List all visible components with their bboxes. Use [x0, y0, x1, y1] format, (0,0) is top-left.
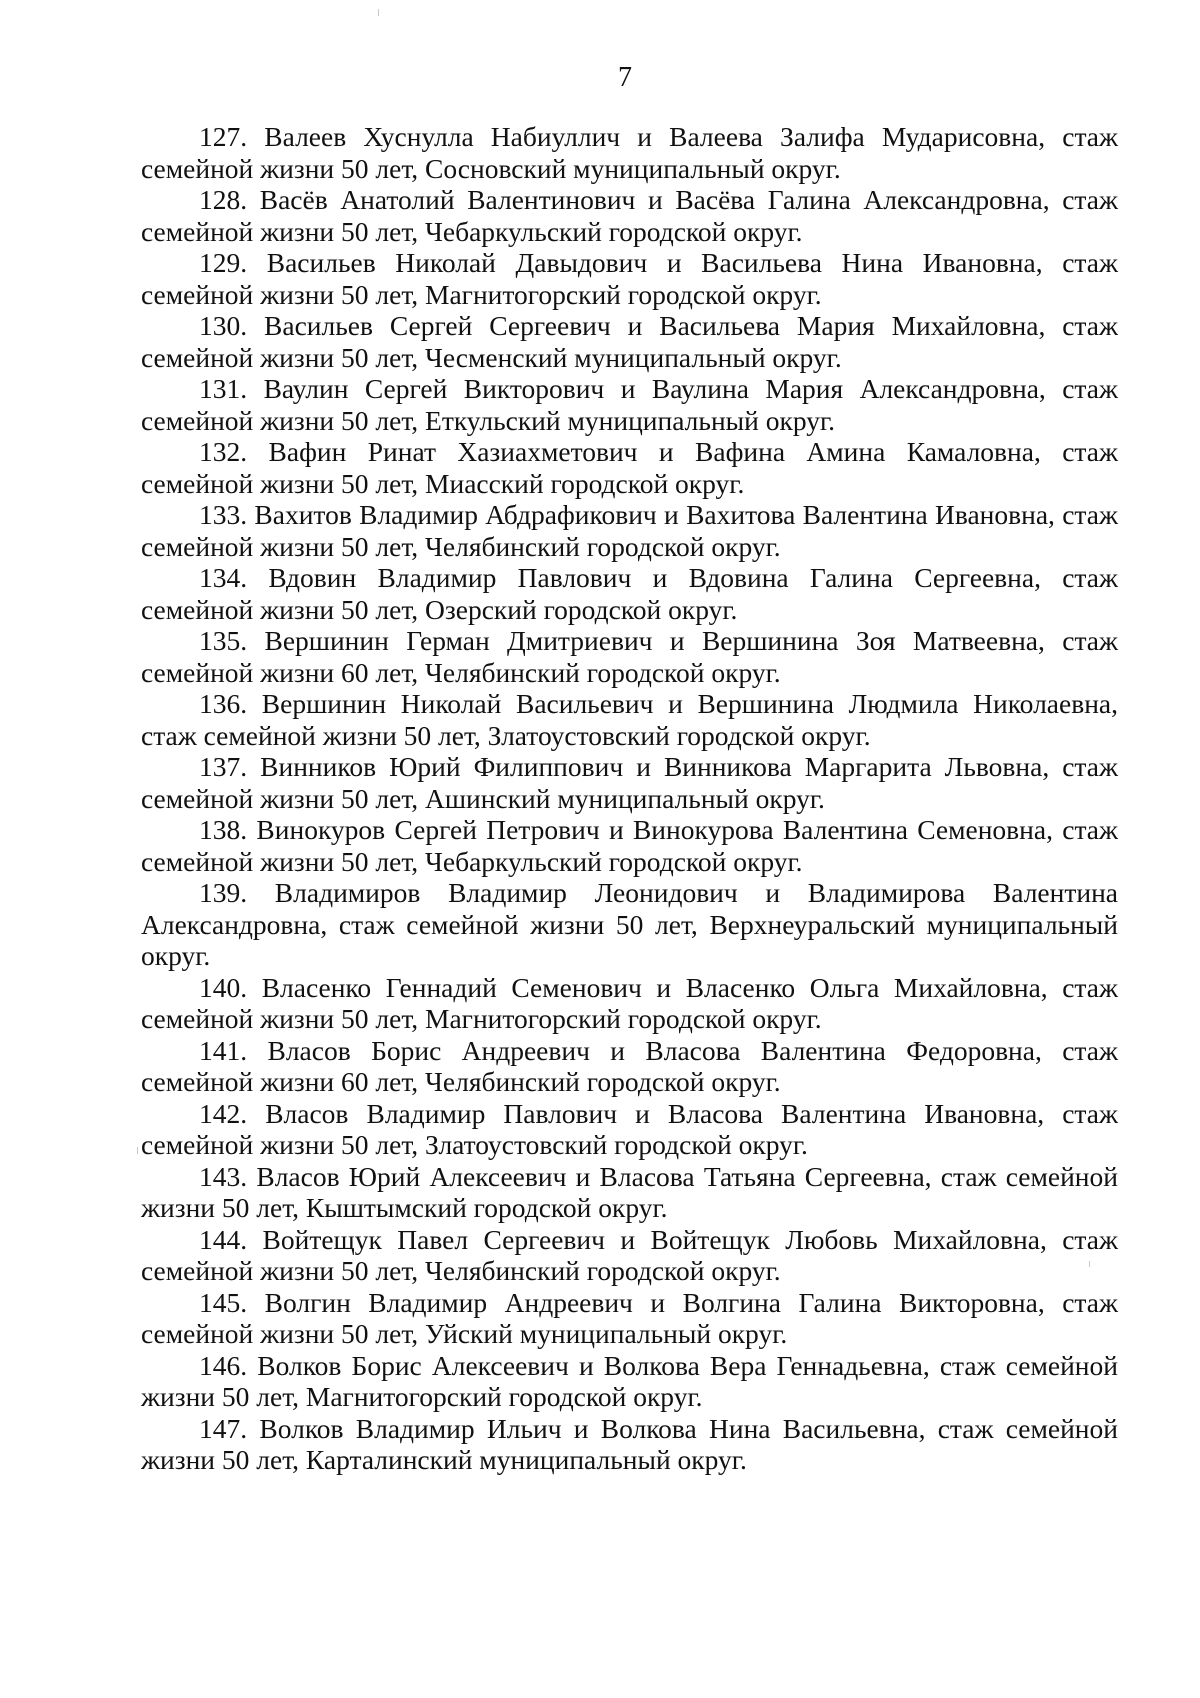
list-item: 143. Власов Юрий Алексеевич и Власова Татьяна Сергеевна, стаж семейной жизни 50 лет, Кыштымский городской округ. — [141, 1160, 1118, 1223]
list-item: 144. Войтещук Павел Сергеевич и Войтещук Любовь Михайловна, стаж семейной жизни 50 лет, Челябинский городской округ. — [141, 1223, 1118, 1286]
scan-artifact — [137, 1147, 138, 1154]
list-item: 137. Винников Юрий Филиппович и Винникова Маргарита Львовна, стаж семейной жизни 50 лет, Ашинский муниципальный округ. — [141, 751, 1118, 814]
list-item: 136. Вершинин Николай Васильевич и Вершинина Людмила Николаевна, стаж семейной жизни 50 лет, Златоустовский городской округ. — [141, 688, 1118, 751]
list-item: 140. Власенко Геннадий Семенович и Власенко Ольга Михайловна, стаж семейной жизни 50 лет, Магнитогорский городской округ. — [141, 971, 1118, 1034]
list-item: 138. Винокуров Сергей Петрович и Винокурова Валентина Семеновна, стаж семейной жизни 50 лет, Чебаркульский городской округ. — [141, 814, 1118, 877]
list-item: 131. Ваулин Сергей Викторович и Ваулина Мария Александровна, стаж семейной жизни 50 лет, Еткульский муниципальный округ. — [141, 373, 1118, 436]
list-item: 135. Вершинин Герман Дмитриевич и Вершинина Зоя Матвеевна, стаж семейной жизни 60 лет, Челябинский городской округ. — [141, 625, 1118, 688]
scan-artifact — [1089, 1261, 1090, 1267]
page-number: 7 — [618, 62, 632, 93]
scan-artifact — [378, 9, 379, 16]
list-item: 128. Васёв Анатолий Валентинович и Васёва Галина Александровна, стаж семейной жизни 50 лет, Чебаркульский городской округ. — [141, 184, 1118, 247]
list-item: 132. Вафин Ринат Хазиахметович и Вафина Амина Камаловна, стаж семейной жизни 50 лет, Миасский городской округ. — [141, 436, 1118, 499]
list-item: 133. Вахитов Владимир Абдрафикович и Вахитова Валентина Ивановна, стаж семейной жизни 50 лет, Челябинский городской округ. — [141, 499, 1118, 562]
list-item: 145. Волгин Владимир Андреевич и Волгина Галина Викторовна, стаж семейной жизни 50 лет, Уйский муниципальный округ. — [141, 1286, 1118, 1349]
list-item: 146. Волков Борис Алексеевич и Волкова Вера Геннадьевна, стаж семейной жизни 50 лет, Магнитогорский городской округ. — [141, 1349, 1118, 1412]
list-item: 134. Вдовин Владимир Павлович и Вдовина Галина Сергеевна, стаж семейной жизни 50 лет, Озерский городской округ. — [141, 562, 1118, 625]
list-item: 129. Васильев Николай Давыдович и Васильева Нина Ивановна, стаж семейной жизни 50 лет, Магнитогорский городской округ. — [141, 247, 1118, 310]
list-item: 127. Валеев Хуснулла Набиуллич и Валеева Залифа Мударисовна, стаж семейной жизни 50 лет, Сосновский муниципальный округ. — [141, 121, 1118, 184]
list-item: 141. Власов Борис Андреевич и Власова Валентина Федоровна, стаж семейной жизни 60 лет, Челябинский городской округ. — [141, 1034, 1118, 1097]
list-item: 130. Васильев Сергей Сергеевич и Васильева Мария Михайловна, стаж семейной жизни 50 лет, Чесменский муниципальный округ. — [141, 310, 1118, 373]
list-item: 147. Волков Владимир Ильич и Волкова Нина Васильевна, стаж семейной жизни 50 лет, Карталинский муниципальный округ. — [141, 1412, 1118, 1475]
entry-list — [141, 121, 1118, 1476]
list-item: 139. Владимиров Владимир Леонидович и Владимирова Валентина Александровна, стаж семейной жизни 50 лет, Верхнеуральский муниципальный округ. — [141, 877, 1118, 971]
list-item: 142. Власов Владимир Павлович и Власова Валентина Ивановна, стаж семейной жизни 50 лет, Златоустовский городской округ. — [141, 1097, 1118, 1160]
